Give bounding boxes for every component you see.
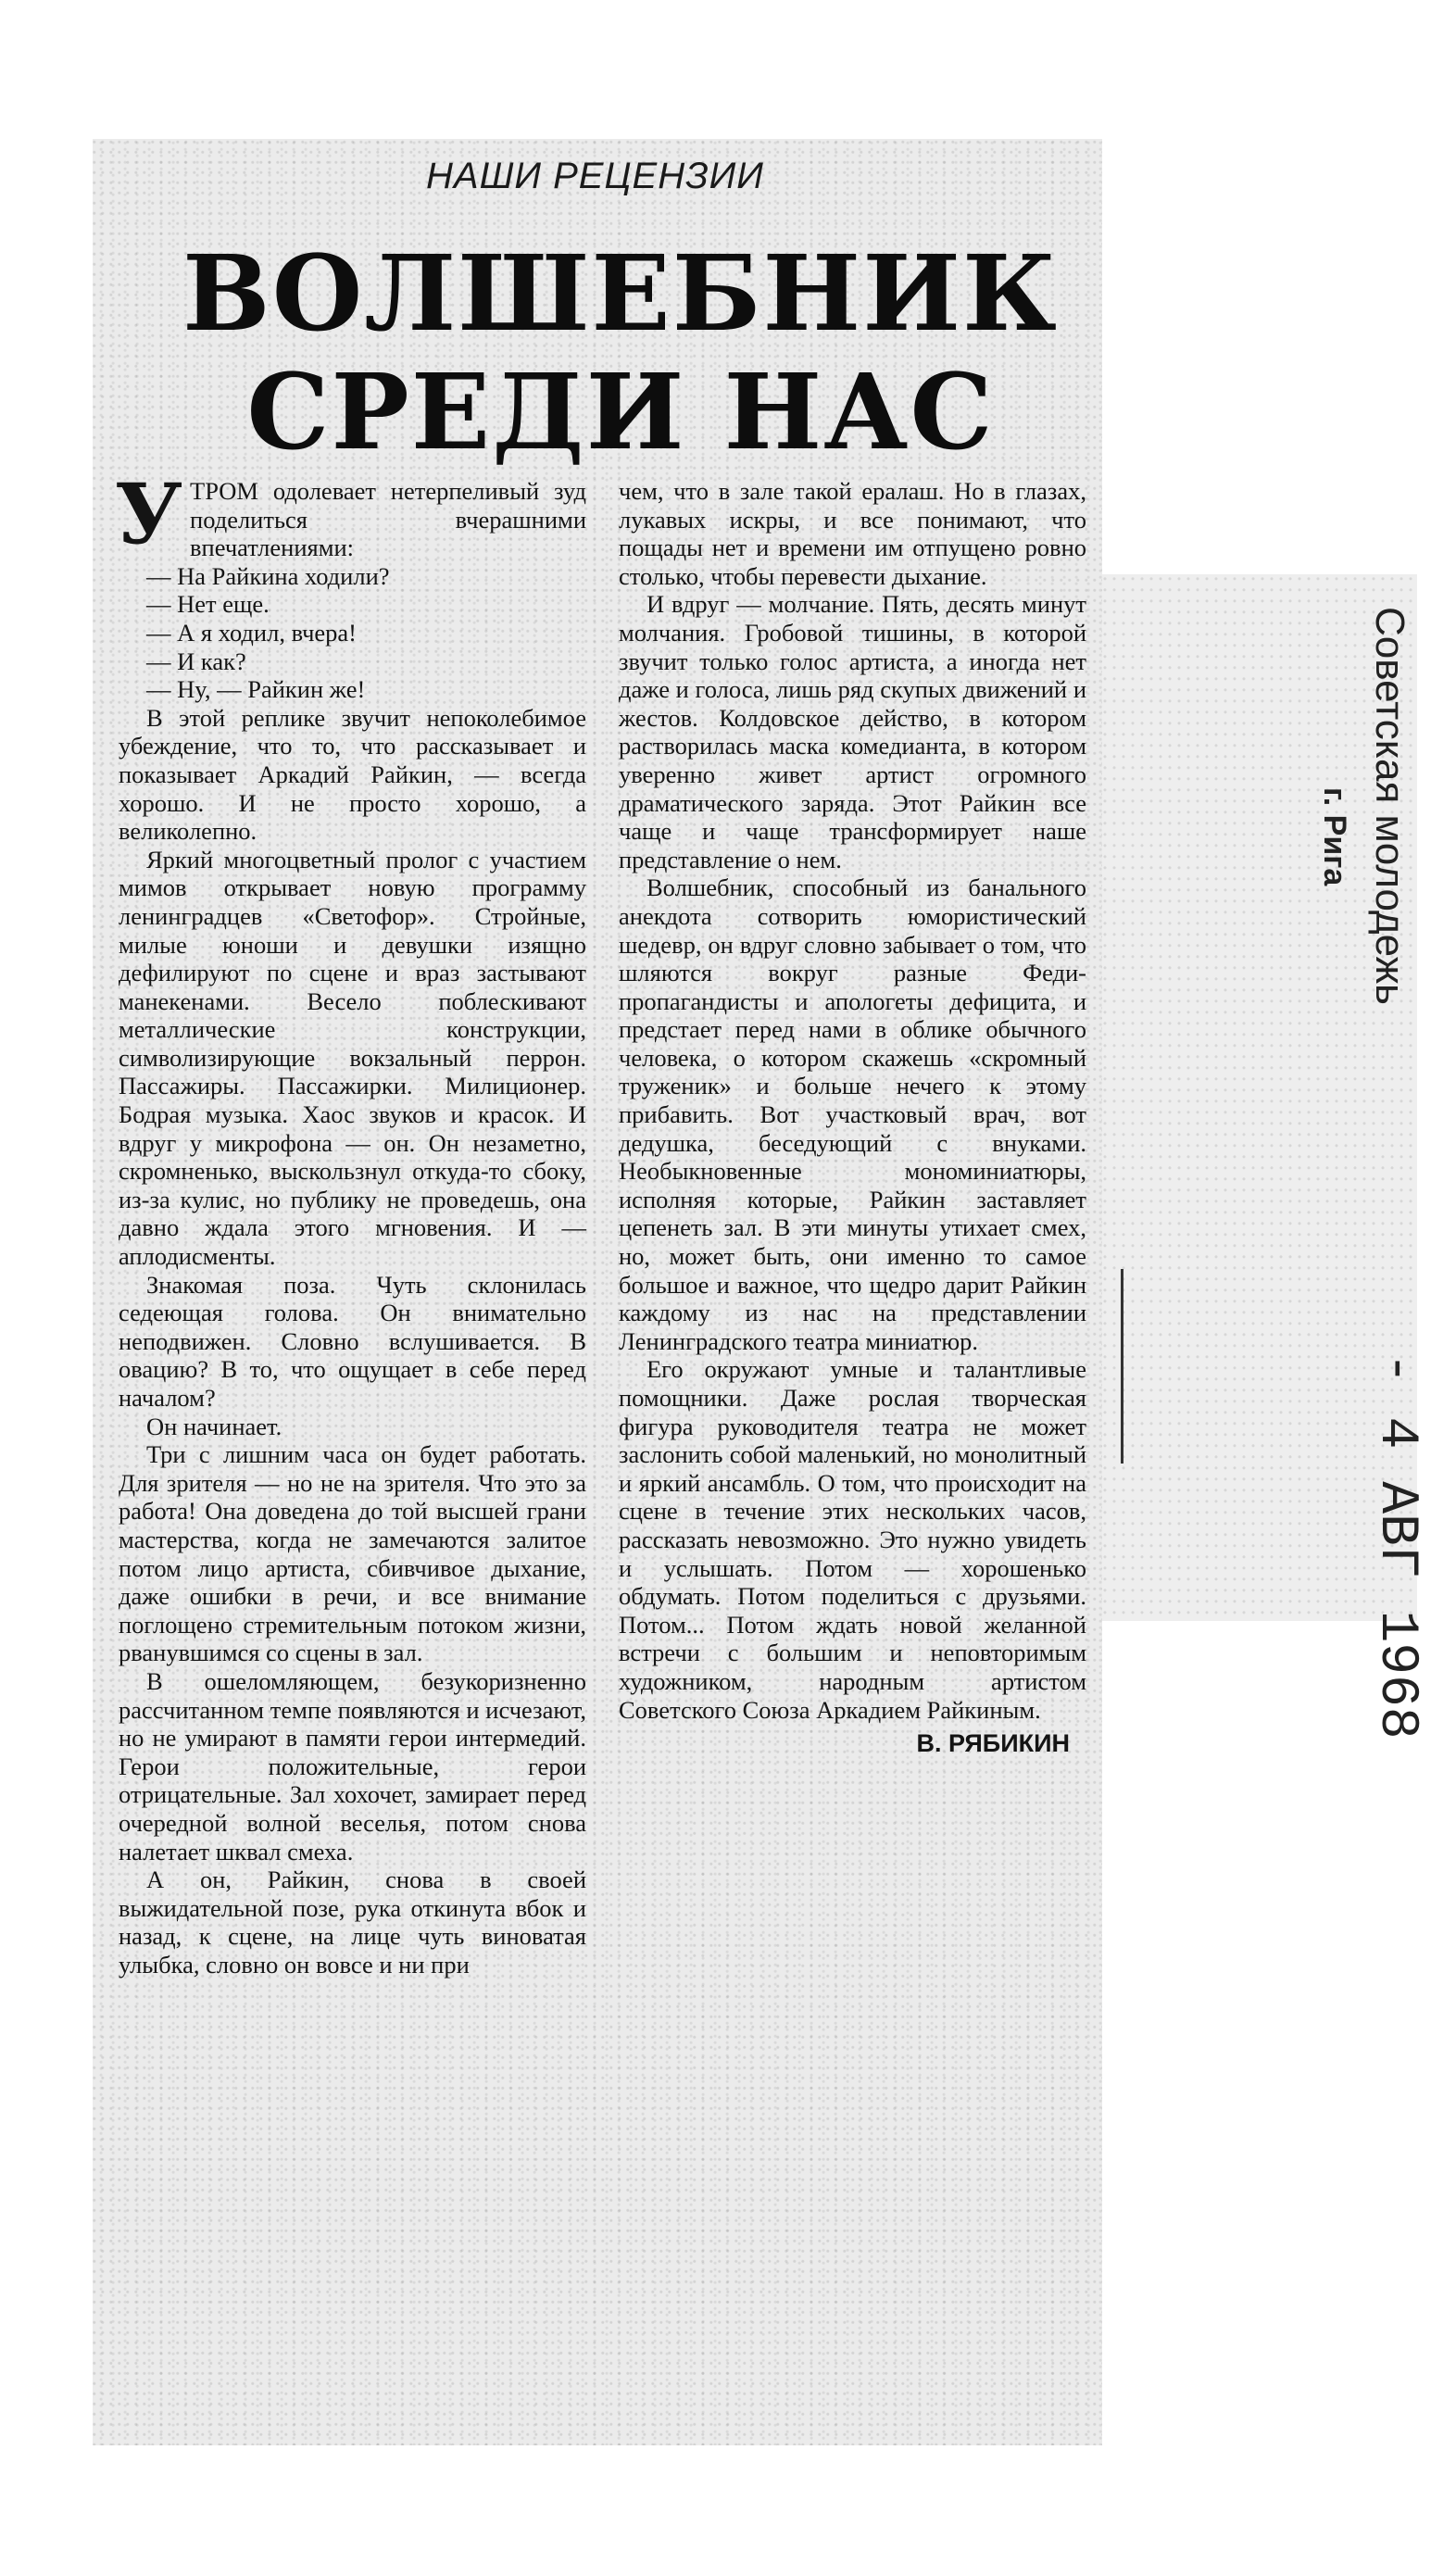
dialogue-line: — Нет еще. [146,590,270,619]
dialogue-line: — И как? [146,647,246,675]
headline-line-1: ВОЛШЕБНИК [182,233,1059,355]
paragraph: И вдруг — молчание. Пять, десять минут молчания. Гробовой тишины, в которой звучит только голос артиста, а иногда нет даже и голоса, лишь ряд скупых движений и жестов. Колдовское действо, в котором растворилась маска комедианта, в котором уверенно живет артист огромного драматического заряда. Этот Райкин все чаще и чаще трансформирует наше представление о нем. [619,590,1086,873]
paragraph-text: ТРОМ одолевает нетерпеливый зуд поделиться вчерашними впечатлениями: [190,477,586,562]
dialogue-line: — На Райкина ходили? [146,561,390,590]
paragraph [115,465,586,563]
dialogue-line: — Ну, — Райкин же! [146,675,366,704]
section-label: НАШИ РЕЦЕНЗИИ [426,156,764,196]
paragraph: Знакомая поза. Чуть склонилась седеющая голова. Он внимательно неподвижен. Словно вслушивается. В овацию? В то, что ощущает в себе перед началом? [119,1270,586,1412]
paragraph: чем, что в зале такой ералаш. Но в глазах, лукавых искры, и все понимают, что пощады нет и времени им отпущено ровно столько, чтобы перевести дыхание. [619,477,1086,590]
stamp-date: - 4 АВГ 1968 [1366,1352,1426,1740]
article-column-right [619,477,1086,2431]
margin-bracket-mark [1121,1269,1131,1464]
paragraph: Волшебник, способный из банального анекдота сотворить юмористический шедевр, он вдруг словно забывает о том, что шляются вокруг разные Феди-пропагандисты и апологеты дефицита, и предстает перед нами в облике обычного человека, о котором скажешь «скромный труженик» и больше нечего к этому прибавить. Вот участковый врач, вот дедушка, беседующий с внуками. Необыкновенные мономиниатюры, исполняя которые, Райкин заставляет цепенеть зал. В эти минуты утихает смех, но, может быть, они именно то самое большое и важное, что щедро дарит Райкин каждому из нас на представлении Ленинградского театра миниатюр. [619,873,1086,1355]
paragraph: В ошеломляющем, безукоризненно рассчитанном темпе появляются и исчезают, но не умирают в памяти герои интермедий. Герои положительные, герои отрицательные. Зал хохочет, замирает перед очередной волной веселья, потом снова налетает шквал смеха. [119,1666,586,1866]
paragraph: Его окружают умные и талантливые помощники. Даже рослая творческая фигура руководителя театра не может заслонить собой маленький, но монолитный и яркий ансамбль. О том, что происходит на сцене в течение этих нескольких часов, рассказать невозможно. Это нужно увидеть и услышать. Потом — хорошенько обдумать. Потом поделиться с друзьями. Потом... Потом ждать новой желанной встречи с большим и неповторимым художником, народным артистом Советского Союза Аркадием Райкиным. [619,1355,1086,1724]
paragraph: А он, Райкин, снова в своей выжидательной позе, рука откинута вбок и назад, к сцене, на лице чуть виноватая улыбка, словно он вовсе и ни при [119,1866,586,1979]
stamp-city: г. Рига [1317,787,1352,886]
paragraph: Он начинает. [146,1412,282,1440]
article-column-left [115,465,586,2431]
dropcap-letter: У [115,465,183,563]
headline-line-2: СРЕДИ НАС [246,352,995,473]
dialogue-line: — А я ходил, вчера! [146,618,357,647]
paragraph: Три с лишним часа он будет работать. Для зрителя — но не на зрителя. Что это за работа! Она доведена до той высшей грани мастерства, когда не замечаются залитое потом лицо артиста, сбивчивое дыхание, даже ошибки в речи, и все внимание поглощено стремительным потоком жизни, рванувшимся со сцены в зал. [119,1440,586,1667]
paragraph: Яркий многоцветный пролог с участием мимов открывает новую программу ленинградцев «Светофор». Стройные, милые юноши и девушки изящно дефилируют по сцене и враз застывают манекенами. Весело поблескивают металлические конструкции, символизирующие вокзальный перрон. Пассажиры. Пассажирки. Милиционер. Бодрая музыка. Хаос звуков и красок. И вдруг у микрофона — он. Он незаметно, скромненько, выскользнул откуда-то сбоку, из-за кулис, но публику не проведешь, она давно ждала этого мгновения. И — аплодисменты. [119,845,586,1271]
stamp-newspaper-name: Советская молодежь [1367,607,1412,1005]
paragraph: В этой реплике звучит непоколебимое убеждение, что то, что рассказывает и показывает Аркадий Райкин, — всегда хорошо. И не просто хорошо, а великолепно. [119,703,586,846]
author-signature: В. РЯБИКИН [916,1729,1070,1758]
